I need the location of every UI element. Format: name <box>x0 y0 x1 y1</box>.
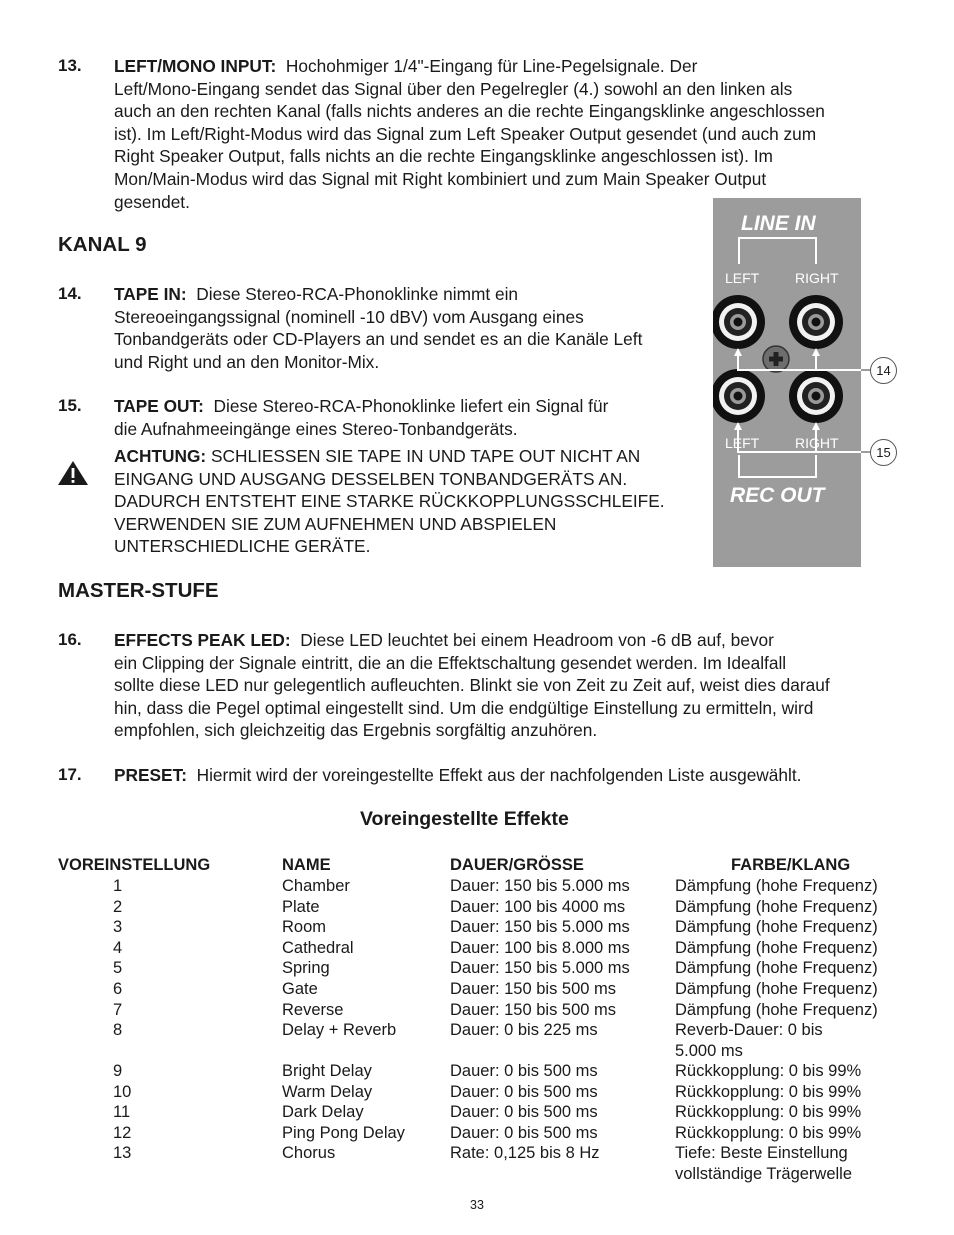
cell-preset: 11 <box>113 1103 131 1122</box>
cell-color-continued: 5.000 ms <box>675 1041 743 1060</box>
text-line: Stereoeingangssignal (nominell -10 dBV) vom Ausgang eines <box>114 306 584 327</box>
text-line: UNTERSCHIEDLICHE GERÄTE. <box>114 536 371 557</box>
rca-jack-in-left-icon <box>713 295 765 349</box>
table-row <box>0 1021 954 1062</box>
cell-duration: Dauer: 0 bis 500 ms <box>450 1103 598 1122</box>
cell-name: Gate <box>282 980 318 998</box>
item-number: 14. <box>58 284 82 303</box>
item-number: 15. <box>58 396 82 415</box>
text-line: Diese Stereo-RCA-Phonoklinke nimmt ein <box>196 284 519 304</box>
line-in-left-label: LEFT <box>725 270 760 286</box>
cell-name: Delay + Reverb <box>282 1021 397 1040</box>
cell-name: Dark Delay <box>282 1103 364 1122</box>
cell-preset: 5 <box>113 959 123 978</box>
cell-color: Rückkopplung: 0 bis 99% <box>675 1123 862 1142</box>
table-row <box>0 1103 954 1124</box>
column-header-preset: VOREINSTELLUNG <box>58 856 211 874</box>
table-row <box>0 1001 954 1022</box>
cell-color: Dämpfung (hohe Frequenz) <box>675 959 878 978</box>
text-line: und Right und an den Monitor-Mix. <box>114 351 380 372</box>
item-label: TAPE IN: <box>114 284 187 304</box>
table-row <box>0 877 954 898</box>
text-line: ein Clipping der Signale eintritt, die an die Effektschaltung gesendet werden. Im Idealfall <box>114 652 787 673</box>
text-line: Diese Stereo-RCA-Phonoklinke liefert ein Signal für <box>213 396 609 416</box>
text-line: SCHLIESSEN SIE TAPE IN UND TAPE OUT NICHT AN <box>210 446 641 466</box>
table-row <box>0 918 954 939</box>
text-line: Hochohmiger 1/4"-Eingang für Line-Pegelsignale. Der <box>285 56 698 76</box>
cell-duration: Dauer: 150 bis 5.000 ms <box>450 877 630 895</box>
rec-out-left-label: LEFT <box>725 435 760 451</box>
callout-15: 15 <box>870 439 897 466</box>
cell-color: Dämpfung (hohe Frequenz) <box>675 897 878 916</box>
screw-icon <box>763 346 789 372</box>
text-line: VERWENDEN SIE ZUM AUFNEHMEN UND ABSPIELEN <box>114 513 557 534</box>
cell-duration: Dauer: 150 bis 500 ms <box>450 1000 617 1019</box>
cell-name: Bright Delay <box>282 1062 372 1080</box>
text-line: Mon/Main-Modus wird das Signal mit Right kombiniert und zum Main Speaker Output <box>114 168 767 189</box>
cell-name: Plate <box>282 897 320 916</box>
cell-preset: 10 <box>113 1082 132 1101</box>
cell-duration: Dauer: 150 bis 5.000 ms <box>450 959 630 978</box>
cell-color: Dämpfung (hohe Frequenz) <box>675 877 878 895</box>
cell-duration: Dauer: 0 bis 500 ms <box>450 1082 598 1101</box>
cell-duration: Dauer: 100 bis 8.000 ms <box>450 938 630 957</box>
cell-duration: Rate: 0,125 bis 8 Hz <box>450 1144 600 1163</box>
text-line: hin, dass die Pegel optimal eingestellt sind. Um die endgültige Einstellung zu ermitteln, wird <box>114 697 814 718</box>
table-row <box>0 1144 954 1185</box>
item-number: 13. <box>58 56 82 75</box>
cell-preset: 4 <box>113 938 123 957</box>
cell-color: Rückkopplung: 0 bis 99% <box>675 1103 862 1122</box>
line-in-right-label: RIGHT <box>795 270 839 286</box>
table-row <box>0 1124 954 1145</box>
item-16-text <box>114 629 830 742</box>
text-line: ist). Im Left/Right-Modus wird das Signal zum Left Speaker Output gesendet (und auch zum <box>114 123 817 144</box>
line-in-title: LINE IN <box>741 212 816 235</box>
cell-name: Room <box>282 918 327 937</box>
cell-color: Reverb-Dauer: 0 bis <box>675 1021 823 1040</box>
warning-label: ACHTUNG: <box>114 446 207 466</box>
cell-name: Spring <box>282 959 330 978</box>
cell-name: Warm Delay <box>282 1082 373 1101</box>
text-line: Right Speaker Output, falls nichts an die rechte Eingangsklinke angeschlossen ist). Im <box>114 146 773 167</box>
page-number: 33 <box>470 1198 484 1212</box>
cell-color-continued: vollständige Trägerwelle <box>675 1164 853 1183</box>
cell-name: Chorus <box>282 1144 336 1163</box>
text-line: Left/Mono-Eingang sendet das Signal über den Pegelregler (4.) sowohl an den linken als <box>114 78 793 99</box>
table-row <box>0 1062 954 1083</box>
cell-preset: 3 <box>113 918 123 937</box>
cell-preset: 1 <box>113 877 123 895</box>
cell-duration: Dauer: 100 bis 4000 ms <box>450 897 626 916</box>
cell-color: Dämpfung (hohe Frequenz) <box>675 980 878 998</box>
item-17-text <box>114 764 801 787</box>
table-row <box>0 959 954 980</box>
table-row <box>0 939 954 960</box>
cell-color: Dämpfung (hohe Frequenz) <box>675 938 878 957</box>
text-line: DADURCH ENTSTEHT EINE STARKE RÜCKKOPPLUNGSSCHLEIFE. <box>114 491 665 512</box>
cell-preset: 8 <box>113 1021 123 1040</box>
cell-name: Ping Pong Delay <box>282 1123 405 1142</box>
text-line: Hiermit wird der voreingestellte Effekt aus der nachfolgenden Liste ausgewählt. <box>196 765 802 785</box>
item-label: EFFECTS PEAK LED: <box>114 630 291 650</box>
cell-preset: 7 <box>113 1000 123 1019</box>
cell-preset: 13 <box>113 1144 132 1163</box>
column-header-duration: DAUER/GRÖSSE <box>450 856 584 874</box>
item-label: LEFT/MONO INPUT: <box>114 56 277 76</box>
warning-text <box>114 445 665 558</box>
item-label: TAPE OUT: <box>114 396 204 416</box>
item-13-text <box>114 55 825 213</box>
item-label: PRESET: <box>114 765 187 785</box>
cell-color: Dämpfung (hohe Frequenz) <box>675 918 878 937</box>
cell-name: Cathedral <box>282 938 354 957</box>
text-line: Tonbandgeräts oder CD-Players an und sendet es an die Kanäle Left <box>114 329 643 350</box>
item-15-text <box>114 395 608 440</box>
callout-14: 14 <box>870 357 897 384</box>
text-line: auch an den rechten Kanal (falls nichts anderes an die rechte Eingangsklinke angeschlossen <box>114 101 825 122</box>
cell-duration: Dauer: 0 bis 225 ms <box>450 1021 598 1040</box>
rec-out-title: REC OUT <box>730 484 825 507</box>
cell-preset: 6 <box>113 980 123 998</box>
rca-jack-out-right-icon <box>789 369 843 423</box>
text-line: sollte diese LED nur gelegentlich aufleuchten. Blinkt sie von Zeit zu Zeit auf, weist dies darauf <box>114 675 830 696</box>
cell-duration: Dauer: 150 bis 500 ms <box>450 980 617 998</box>
cell-duration: Dauer: 0 bis 500 ms <box>450 1123 598 1142</box>
table-row <box>0 898 954 919</box>
item-number: 17. <box>58 765 82 784</box>
table-row <box>0 980 954 1001</box>
rca-jack-out-left-icon <box>713 369 765 423</box>
column-header-color: FARBE/KLANG <box>731 856 851 874</box>
cell-name: Chamber <box>282 877 350 895</box>
rec-out-right-label: RIGHT <box>795 435 839 451</box>
item-14-text <box>114 283 642 373</box>
jack-panel-figure <box>713 198 861 567</box>
cell-color: Dämpfung (hohe Frequenz) <box>675 1000 878 1019</box>
table-title: Voreingestellte Effekte <box>360 808 569 830</box>
text-line: Diese LED leuchtet bei einem Headroom von -6 dB auf, bevor <box>300 630 774 650</box>
cell-preset: 9 <box>113 1062 123 1080</box>
cell-name: Reverse <box>282 1000 344 1019</box>
cell-color: Tiefe: Beste Einstellung <box>675 1144 848 1163</box>
cell-color: Rückkopplung: 0 bis 99% <box>675 1062 862 1080</box>
section-heading-kanal-9: KANAL 9 <box>58 233 147 256</box>
text-line: die Aufnahmeeingänge eines Stereo-Tonbandgeräts. <box>114 418 518 439</box>
column-header-name: NAME <box>282 856 331 874</box>
cell-preset: 2 <box>113 897 123 916</box>
text-line: empfohlen, sich gleichzeitig das Ergebnis sorgfältig anzuhören. <box>114 720 598 741</box>
table-row <box>0 1083 954 1104</box>
cell-duration: Dauer: 150 bis 5.000 ms <box>450 918 630 937</box>
cell-duration: Dauer: 0 bis 500 ms <box>450 1062 598 1080</box>
item-number: 16. <box>58 630 82 649</box>
warning-icon <box>57 460 89 486</box>
section-heading-master-stufe: MASTER-STUFE <box>58 579 219 602</box>
text-line: EINGANG UND AUSGANG DESSELBEN TONBANDGERÄTS AN. <box>114 468 628 489</box>
cell-color: Rückkopplung: 0 bis 99% <box>675 1082 862 1101</box>
cell-preset: 12 <box>113 1123 132 1142</box>
rca-jack-in-right-icon <box>789 295 843 349</box>
text-line: gesendet. <box>114 191 190 212</box>
